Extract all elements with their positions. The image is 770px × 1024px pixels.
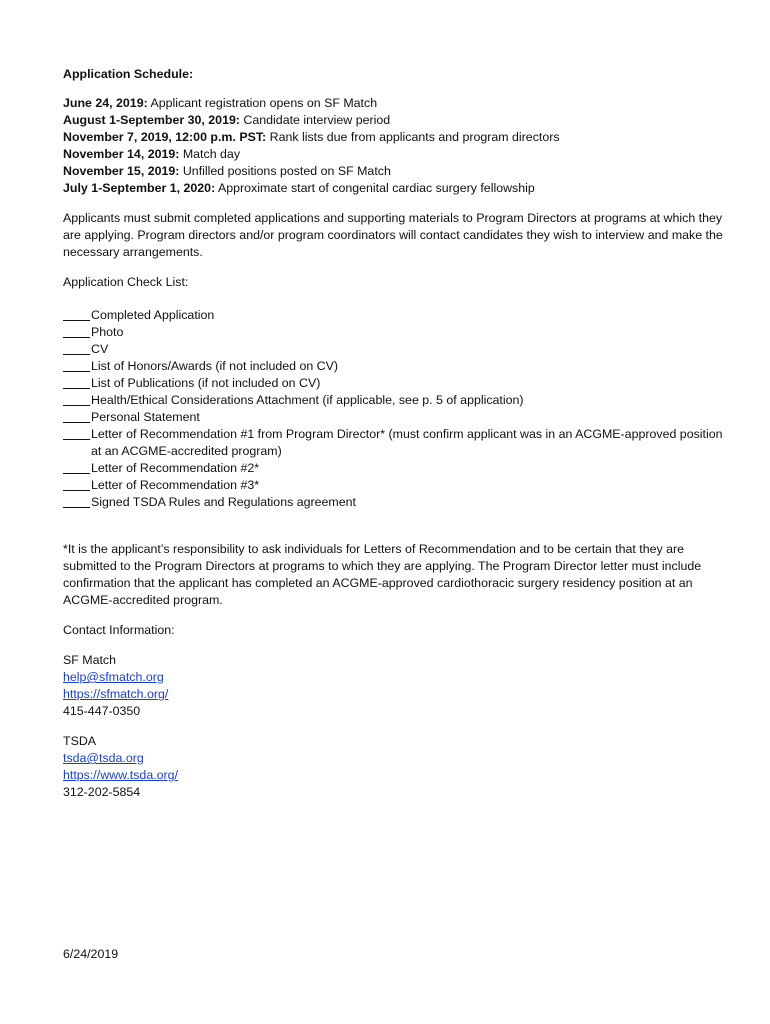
checklist-item-label: Completed Application — [91, 308, 215, 322]
checklist-item — [63, 409, 723, 426]
schedule-date: November 15, 2019: — [63, 164, 180, 178]
checklist — [63, 307, 723, 511]
checklist-item-label: Letter of Recommendation #1 from Program Director* (must confirm applicant was in an ACGME-approved position at an ACGME-accredited program) — [91, 427, 723, 458]
checklist-item-label: Letter of Recommendation #2* — [91, 461, 260, 475]
checklist-blank-line — [63, 494, 90, 508]
checklist-item — [63, 307, 723, 324]
instructions-paragraph: Applicants must submit completed applications and supporting materials to Program Directors at programs at which they are applying. Program directors and/or program coordinators will contact candidates they wish to interview and make the necessary arrangements. — [63, 211, 723, 259]
tsda-email-link[interactable]: tsda@tsda.org — [63, 751, 144, 765]
sfmatch-email-link[interactable]: help@sfmatch.org — [63, 670, 164, 684]
checklist-blank-line — [63, 358, 90, 372]
checklist-item — [63, 460, 723, 477]
schedule-item — [63, 129, 723, 146]
schedule-list — [63, 95, 723, 197]
contact-heading: Contact Information: — [63, 623, 175, 637]
schedule-text: Rank lists due from applicants and program directors — [266, 130, 560, 144]
schedule-text: Approximate start of congenital cardiac surgery fellowship — [215, 181, 535, 195]
schedule-text: Unfilled positions posted on SF Match — [179, 164, 391, 178]
schedule-date: August 1-September 30, 2019: — [63, 113, 240, 127]
checklist-item-label: Personal Statement — [91, 410, 200, 424]
checklist-item-label: List of Publications (if not included on CV) — [91, 376, 321, 390]
checklist-blank-line — [63, 307, 90, 321]
contact-name: TSDA — [63, 734, 97, 748]
schedule-date: November 7, 2019, 12:00 p.m. PST: — [63, 130, 267, 144]
checklist-item — [63, 392, 723, 409]
checklist-item-label: Photo — [91, 325, 124, 339]
schedule-text: Candidate interview period — [239, 113, 391, 127]
schedule-heading: Application Schedule: — [63, 67, 194, 81]
schedule-date: November 14, 2019: — [63, 147, 180, 161]
checklist-item — [63, 426, 723, 460]
checklist-item — [63, 477, 723, 494]
document-page — [63, 63, 723, 801]
contact-phone: 415-447-0350 — [63, 704, 141, 718]
schedule-date: June 24, 2019: — [63, 96, 148, 110]
tsda-website-link[interactable]: https://www.tsda.org/ — [63, 768, 179, 782]
contact-sfmatch — [63, 652, 723, 720]
checklist-item — [63, 324, 723, 341]
checklist-item-label: Signed TSDA Rules and Regulations agreement — [91, 495, 356, 509]
sfmatch-website-link[interactable]: https://sfmatch.org/ — [63, 687, 169, 701]
checklist-item — [63, 358, 723, 375]
checklist-blank-line — [63, 477, 90, 491]
checklist-blank-line — [63, 392, 90, 406]
schedule-text: Applicant registration opens on SF Match — [147, 96, 378, 110]
checklist-blank-line — [63, 460, 90, 474]
checklist-item-label: CV — [91, 342, 109, 356]
contact-tsda — [63, 733, 723, 801]
schedule-item — [63, 163, 723, 180]
schedule-item — [63, 112, 723, 129]
checklist-heading: Application Check List: — [63, 275, 189, 289]
checklist-item — [63, 375, 723, 392]
contact-phone: 312-202-5854 — [63, 785, 141, 799]
checklist-blank-line — [63, 375, 90, 389]
checklist-item — [63, 341, 723, 358]
checklist-item-label: Health/Ethical Considerations Attachment (if applicable, see p. 5 of application) — [91, 393, 524, 407]
schedule-text: Match day — [179, 147, 241, 161]
checklist-item-label: List of Honors/Awards (if not included on CV) — [91, 359, 339, 373]
checklist-item — [63, 494, 723, 511]
schedule-item — [63, 180, 723, 197]
contact-name: SF Match — [63, 653, 117, 667]
schedule-date: July 1-September 1, 2020: — [63, 181, 216, 195]
checklist-blank-line — [63, 409, 90, 423]
recommendation-footnote: *It is the applicant’s responsibility to ask individuals for Letters of Recommendation and to be certain that they are submitted to the Program Directors at programs to which they are applying. The Program Director letter must include confirmation that the applicant has completed an ACGME-approved cardiothoracic surgery residency position at an ACGME-accredited program. — [63, 542, 702, 607]
footer-date: 6/24/2019 — [63, 947, 119, 961]
schedule-item — [63, 146, 723, 163]
checklist-item-label: Letter of Recommendation #3* — [91, 478, 260, 492]
checklist-blank-line — [63, 341, 90, 355]
checklist-blank-line — [63, 426, 90, 440]
checklist-blank-line — [63, 324, 90, 338]
schedule-item — [63, 95, 723, 112]
